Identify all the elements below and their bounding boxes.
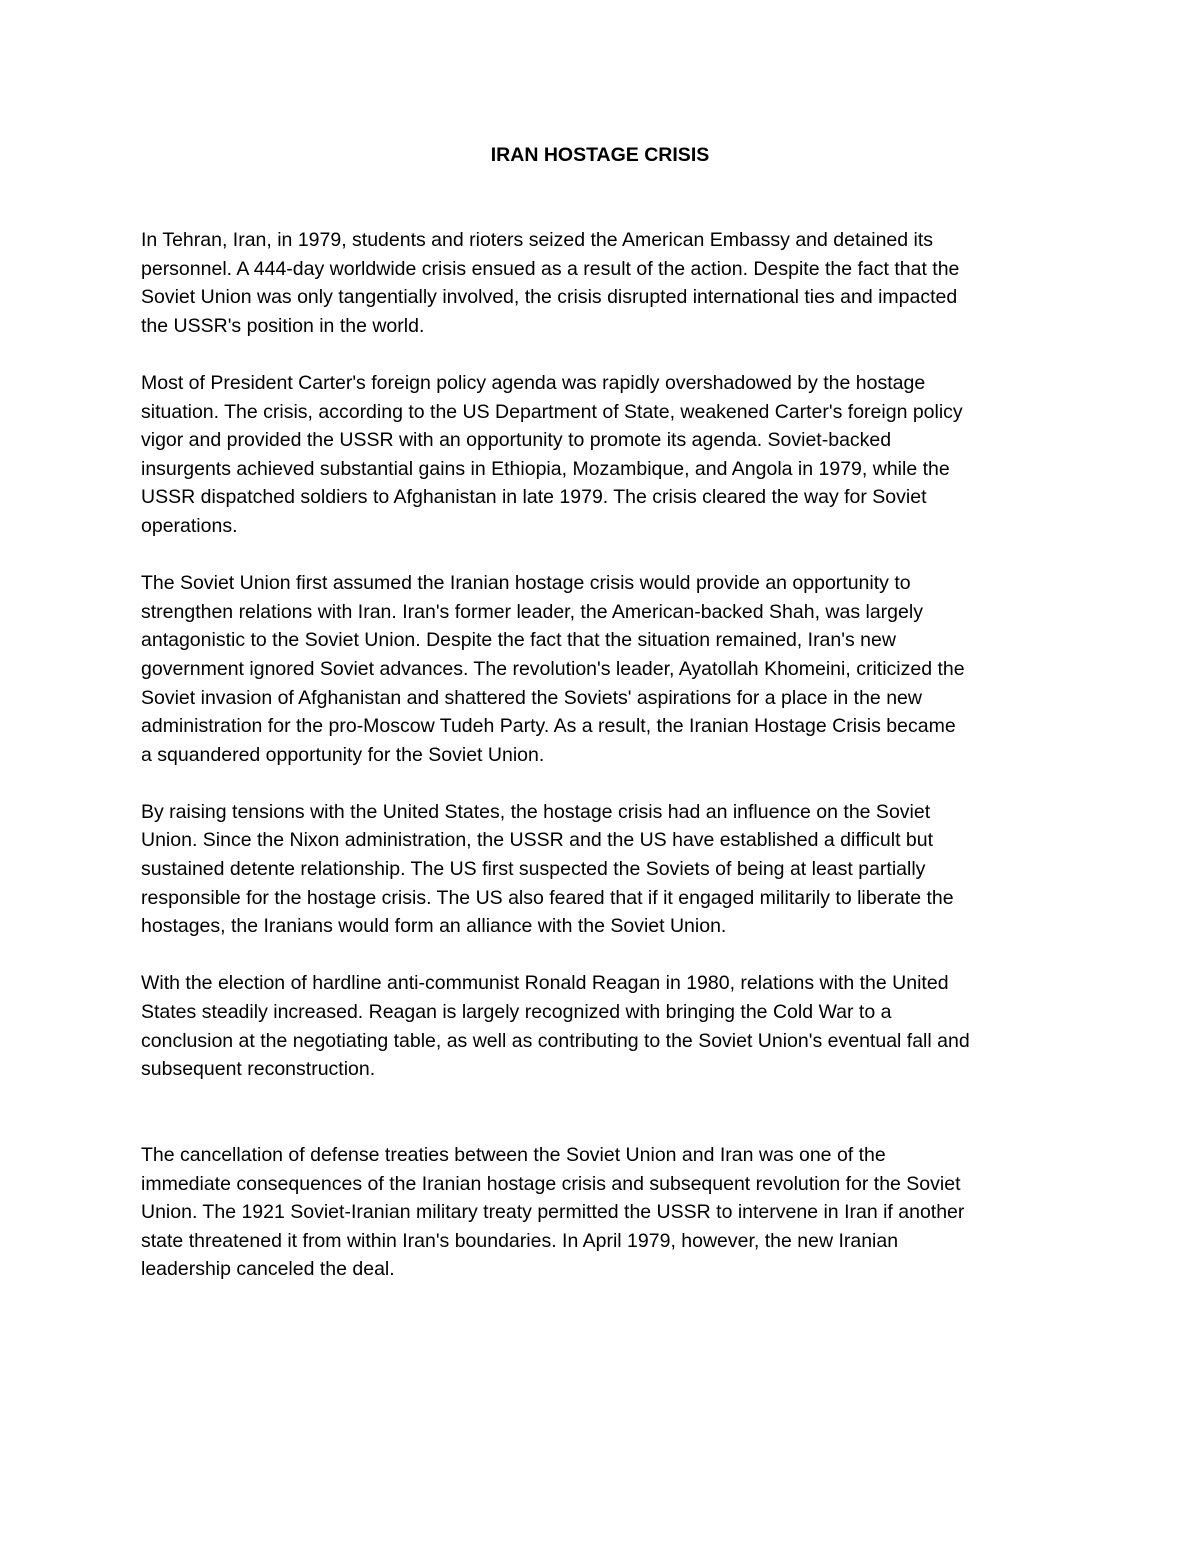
text-line: hostages, the Iranians would form an alliance with the Soviet Union.: [141, 915, 727, 938]
text-line: vigor and provided the USSR with an opportunity to promote its agenda. Soviet-backed: [141, 429, 892, 452]
text-line: States steadily increased. Reagan is largely recognized with bringing the Cold War to a: [141, 1001, 892, 1024]
text-line: Union. The 1921 Soviet-Iranian military treaty permitted the USSR to intervene in Iran if another: [141, 1201, 965, 1224]
text-line: situation. The crisis, according to the US Department of State, weakened Carter's foreign policy: [141, 400, 963, 423]
text-line: By raising tensions with the United States, the hostage crisis had an influence on the Soviet: [141, 800, 931, 823]
paragraph-1: [141, 226, 1071, 340]
text-line: sustained detente relationship. The US first suspected the Soviets of being at least partially: [141, 858, 926, 881]
text-line: strengthen relations with Iran. Iran's former leader, the American-backed Shah, was largely: [141, 600, 923, 623]
text-line: The Soviet Union first assumed the Iranian hostage crisis would provide an opportunity to: [141, 572, 911, 595]
text-line: subsequent reconstruction.: [141, 1058, 376, 1081]
paragraph-5: [141, 969, 1071, 1083]
text-line: In Tehran, Iran, in 1979, students and rioters seized the American Embassy and detained its: [141, 229, 934, 251]
text-line: Soviet invasion of Afghanistan and shattered the Soviets' aspirations for a place in the new: [141, 686, 922, 709]
paragraph-6: [141, 1141, 1071, 1284]
text-line: government ignored Soviet advances. The revolution's leader, Ayatollah Khomeini, criticized the: [141, 657, 965, 680]
text-line: a squandered opportunity for the Soviet Union.: [141, 743, 545, 766]
text-line: Most of President Carter's foreign policy agenda was rapidly overshadowed by the hostage: [141, 371, 926, 394]
paragraph-3: [141, 569, 1071, 769]
text-line: The cancellation of defense treaties between the Soviet Union and Iran was one of the: [141, 1144, 886, 1166]
paragraph-2: [141, 369, 1071, 541]
text-line: antagonistic to the Soviet Union. Despite the fact that the situation remained, Iran's new: [141, 629, 896, 652]
text-line: personnel. A 444-day worldwide crisis ensued as a result of the action. Despite the fact that the: [141, 257, 960, 280]
text-line: USSR dispatched soldiers to Afghanistan in late 1979. The crisis cleared the way for Soviet: [141, 486, 927, 509]
text-line: conclusion at the negotiating table, as well as contributing to the Soviet Union's eventual fall and: [141, 1029, 970, 1052]
document-title: IRAN HOSTAGE CRISIS: [490, 144, 710, 166]
paragraph-4: [141, 798, 1071, 941]
text-line: immediate consequences of the Iranian hostage crisis and subsequent revolution for the Soviet: [141, 1172, 961, 1195]
text-line: administration for the pro-Moscow Tudeh Party. As a result, the Iranian Hostage Crisis became: [141, 715, 956, 738]
text-line: state threatened it from within Iran's boundaries. In April 1979, however, the new Iranian: [141, 1229, 899, 1252]
text-line: leadership canceled the deal.: [141, 1258, 395, 1281]
document-body: [141, 226, 1071, 1313]
blank-line: [141, 1112, 1071, 1141]
text-line: insurgents achieved substantial gains in Ethiopia, Mozambique, and Angola in 1979, while the: [141, 457, 950, 480]
text-line: Soviet Union was only tangentially involved, the crisis disrupted international ties and impacted: [141, 286, 958, 309]
text-line: operations.: [141, 514, 238, 537]
text-line: With the election of hardline anti-communist Ronald Reagan in 1980, relations with the United: [141, 972, 949, 995]
text-line: responsible for the hostage crisis. The US also feared that if it engaged militarily to liberate the: [141, 886, 954, 909]
text-line: the USSR's position in the world.: [141, 314, 425, 337]
text-line: Union. Since the Nixon administration, the USSR and the US have established a difficult but: [141, 829, 934, 852]
